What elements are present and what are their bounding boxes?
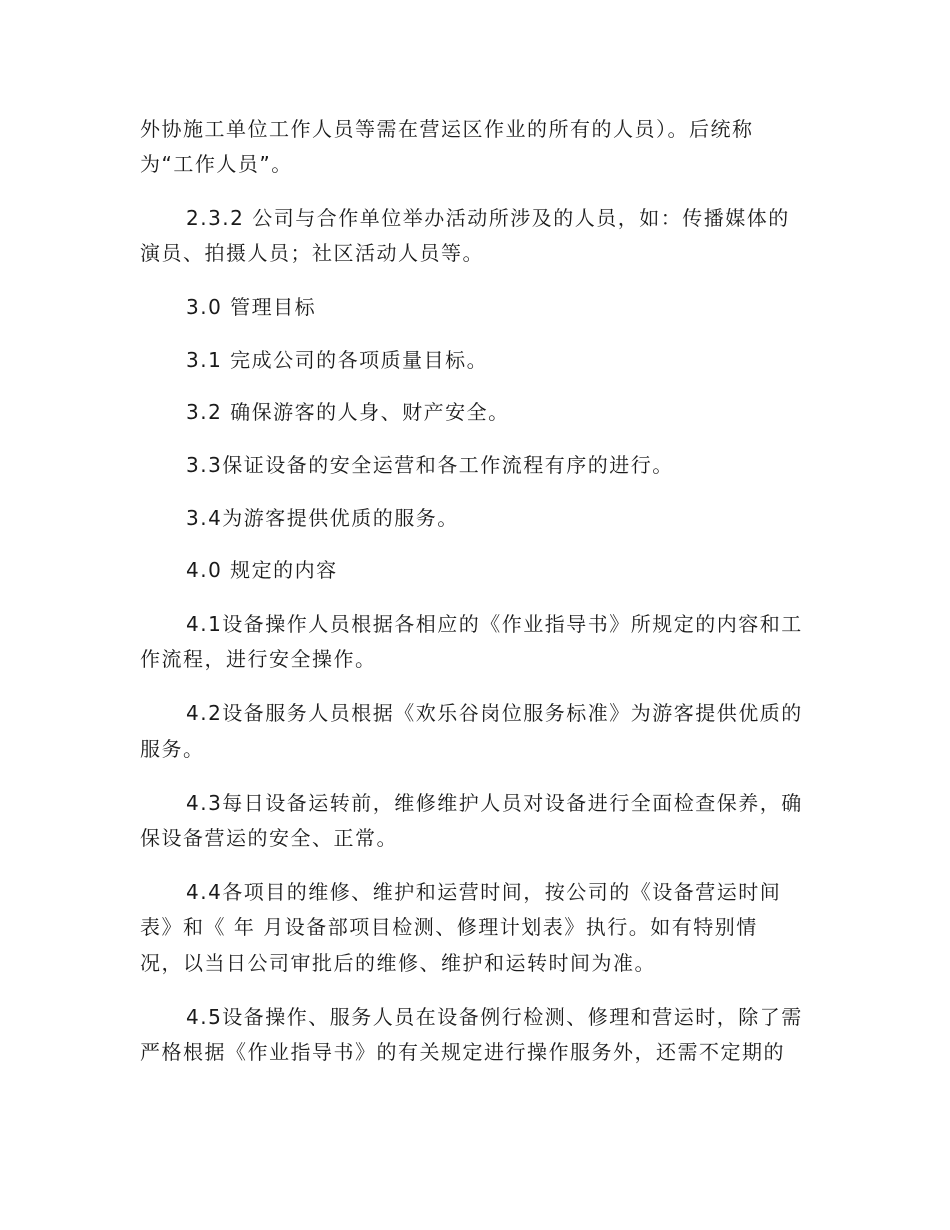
- text-line: 作流程，进行安全操作。: [140, 647, 377, 671]
- text-line: 表》和《 年 月设备部项目检测、修理计划表》执行。如有特别情: [140, 915, 758, 939]
- text-line: 严格根据《作业指导书》的有关规定进行操作服务外，还需不定期的: [140, 1040, 785, 1064]
- text-line: 外协施工单位工作人员等需在营运区作业的所有的人员）。后统称: [140, 117, 754, 141]
- text-line: 4.4各项目的维修、维护和运营时间，按公司的《设备营运时间: [186, 880, 782, 904]
- text-line: 3.2 确保游客的人身、财产安全。: [186, 400, 510, 424]
- text-line: 3.1 完成公司的各项质量目标。: [186, 348, 489, 372]
- text-line: 4.1设备操作人员根据各相应的《作业指导书》所规定的内容和工: [186, 612, 803, 636]
- text-line: 3.4为游客提供优质的服务。: [186, 506, 459, 530]
- text-line: 2.3.2 公司与合作单位举办活动所涉及的人员，如：传播媒体的: [186, 206, 790, 230]
- text-line: 服务。: [140, 737, 205, 761]
- section-heading: 4.0 规定的内容: [186, 558, 338, 582]
- text-line: 4.3每日设备运转前，维修维护人员对设备进行全面检查保养，确: [186, 791, 803, 815]
- section-heading: 3.0 管理目标: [186, 295, 317, 319]
- text-line: 况，以当日公司审批后的维修、维护和运转时间为准。: [140, 951, 656, 975]
- text-line: 4.2设备服务人员根据《欢乐谷岗位服务标准》为游客提供优质的: [186, 701, 803, 725]
- text-line: 保设备营运的安全、正常。: [140, 826, 398, 850]
- text-line: 3.3保证设备的安全运营和各工作流程有序的进行。: [186, 453, 674, 477]
- text-line: 演员、拍摄人员；社区活动人员等。: [140, 241, 484, 265]
- text-line: 为“工作人员”。: [140, 152, 293, 176]
- text-line: 4.5设备操作、服务人员在设备例行检测、修理和营运时，除了需: [186, 1005, 803, 1029]
